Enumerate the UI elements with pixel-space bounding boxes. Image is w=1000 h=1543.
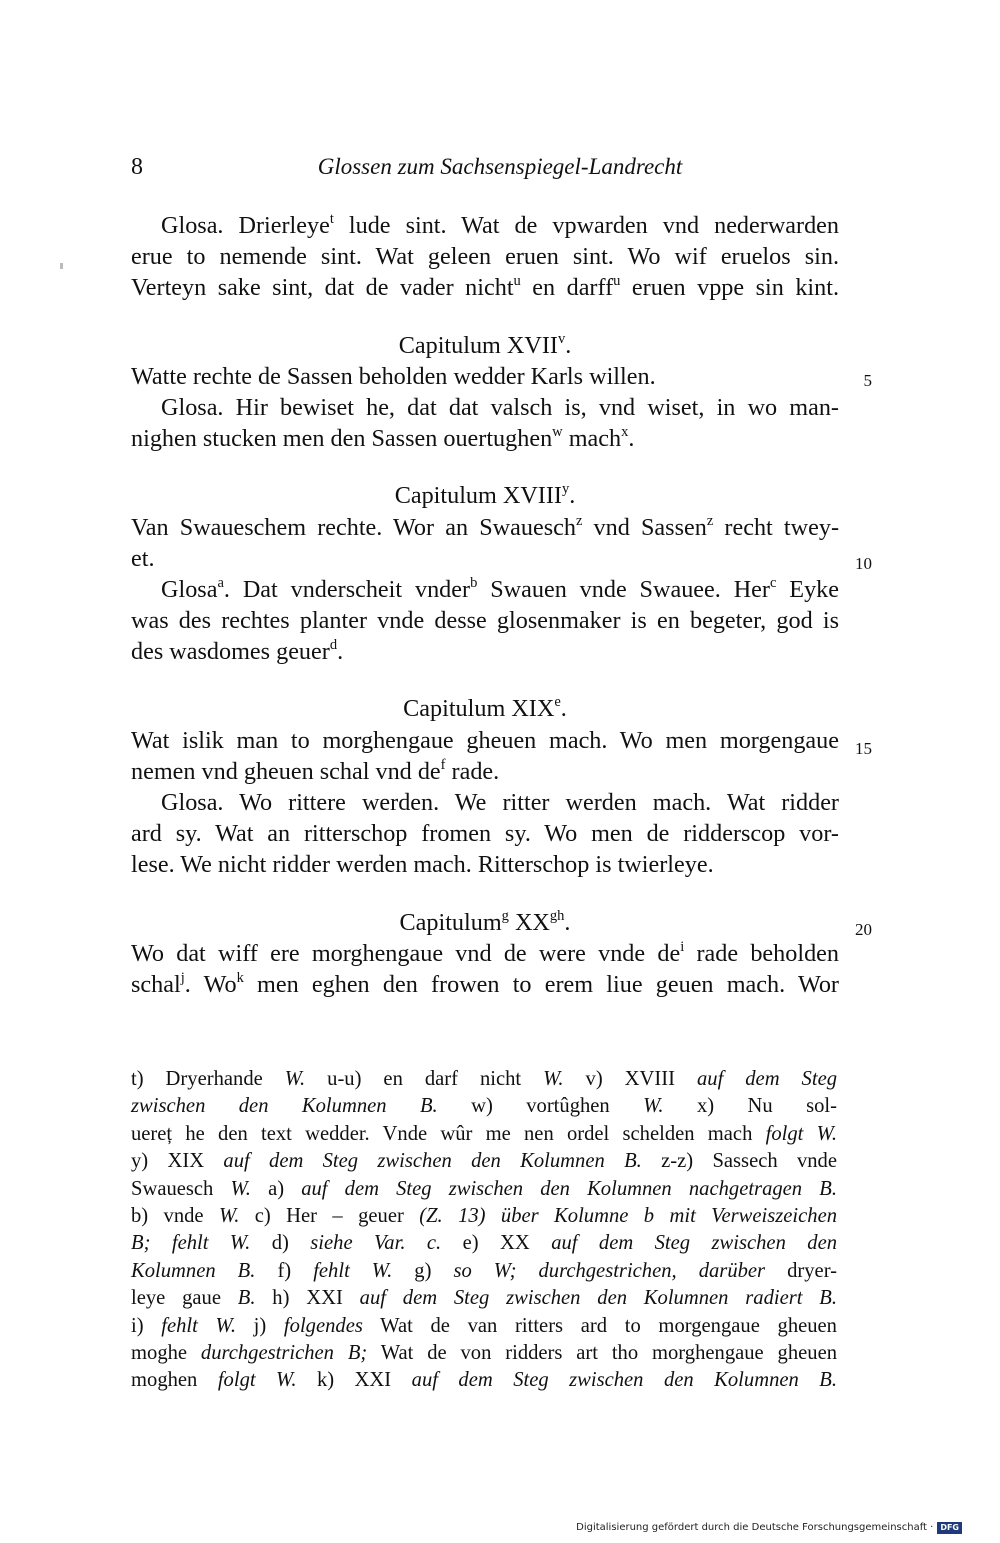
- text-span: mach: [562, 425, 622, 453]
- footnote-marker: f: [440, 756, 446, 773]
- text-span: Capitulum XIX: [403, 695, 555, 723]
- fn-span: siehe Var. c.: [310, 1232, 442, 1255]
- fn-span: x) Nu sol-: [696, 1095, 837, 1118]
- text-span: schal: [131, 970, 181, 998]
- fn-span: auf dem Steg zwischen den Kolumnen B.: [223, 1150, 642, 1173]
- page-number: 8: [131, 154, 143, 180]
- fn-span: zwischen den Kolumnen B.: [131, 1095, 438, 1118]
- fn-span: z-z) Sassech vnde: [661, 1150, 837, 1173]
- fn-span: y) XIX: [131, 1150, 224, 1173]
- footnote-marker: w: [552, 423, 563, 440]
- footnote-line: [131, 1258, 837, 1285]
- text-span: erue to nemende sint. Wat geleen eruen sint. Wo wif eruelos sin.: [131, 243, 839, 271]
- text-span: Glosa. Wo rittere werden. We ritter werden mach. Wat ridder: [161, 789, 839, 816]
- text-line: [131, 272, 839, 303]
- fn-span: uereț he den text wedder. Vnde wûr me nen ordel schelden mach: [131, 1122, 766, 1145]
- footnote-marker: z: [575, 512, 583, 529]
- text-span: rade.: [445, 757, 500, 785]
- fn-span: Wat de van ritters ard to morgengaue gheuen: [362, 1314, 837, 1337]
- fn-span: auf dem Steg zwischen den: [551, 1232, 838, 1255]
- text-span: Wo dat wiff ere morghengaue vnd de were vnde de: [131, 939, 681, 967]
- fn-span: d): [271, 1232, 311, 1255]
- text-line: [131, 969, 839, 1000]
- stray-mark: [60, 263, 63, 269]
- fn-span: c) Her – geuer: [254, 1204, 420, 1227]
- footnote-marker: y: [561, 481, 570, 498]
- fn-span: b) vnde: [131, 1204, 219, 1227]
- text-line: [131, 636, 839, 667]
- text-span: vnd Sassen: [582, 513, 707, 541]
- main-text: [131, 210, 839, 1000]
- text-span: recht twey-: [713, 513, 839, 541]
- text-span: en darff: [520, 274, 614, 302]
- text-span: Capitulum: [399, 908, 502, 936]
- fn-span: u-u) en darf nicht: [327, 1068, 544, 1090]
- fn-span: B; fehlt W.: [131, 1232, 251, 1255]
- footnote-marker: c: [769, 574, 777, 591]
- text-span: eruen vppe sin kint.: [620, 274, 839, 302]
- footnote-line: [131, 1340, 837, 1367]
- footnote-marker: a: [217, 574, 224, 591]
- fn-span: (Z. 13) über Kolumne b mit Verweiszeichen: [419, 1204, 837, 1227]
- fn-span: W.: [218, 1204, 240, 1227]
- fn-span: so W; durchgestrichen, darüber: [453, 1259, 766, 1282]
- fn-span: f): [277, 1259, 314, 1282]
- text-span: lude sint. Wat de vpwarden vnd nederwarden: [333, 212, 839, 239]
- text-span: Eyke: [776, 575, 839, 603]
- fn-span: g): [414, 1259, 454, 1282]
- text-line: [131, 605, 839, 636]
- text-span: ard sy. Wat an ritterschop fromen sy. Wo men de ridderscop vor-: [131, 820, 839, 848]
- footnote-marker: t: [329, 210, 334, 227]
- fn-span: v) XVIII: [585, 1068, 697, 1090]
- text-span: Swauen vnde Swauee. Her: [477, 575, 770, 603]
- fn-span: folgendes: [283, 1314, 363, 1337]
- text-span: nemen vnd gheuen schal vnd de: [131, 757, 441, 785]
- footnote-line: [131, 1176, 837, 1203]
- fn-span: auf dem Steg zwischen den Kolumnen nachgetragen B.: [301, 1177, 837, 1200]
- fn-span: fehlt W.: [161, 1314, 236, 1337]
- fn-span: h) XXI: [272, 1287, 360, 1310]
- fn-span: dryer-: [765, 1259, 837, 1282]
- fn-span: auf dem Steg zwischen den Kolumnen B.: [411, 1369, 838, 1392]
- fn-span: j): [253, 1314, 284, 1337]
- text-span: Capitulum XVII: [398, 331, 558, 359]
- line-number: 20: [855, 920, 872, 939]
- fn-span: auf dem Steg: [696, 1068, 838, 1090]
- text-line: [131, 849, 839, 880]
- text-span: .: [560, 695, 567, 723]
- footnote-line: [131, 1066, 837, 1093]
- text-span: Wat islik man to morghengaue gheuen mach. Wo men morgengaue: [131, 726, 839, 754]
- footnote-marker: j: [180, 969, 185, 986]
- fn-span: Wat de von ridders art tho morghengaue gheuen: [367, 1341, 838, 1364]
- text-span: Glosa. Hir bewiset he, dat dat valsch is, vnd wiset, in wo man-: [161, 393, 839, 421]
- text-span: et.: [131, 544, 155, 572]
- fn-span: moghen: [131, 1369, 218, 1392]
- footnote-marker: u: [513, 273, 521, 290]
- running-title: Glossen zum Sachsenspiegel-Landrecht: [317, 154, 683, 179]
- credit-text: Digitalisierung gefördert durch die Deutsche Forschungsgemeinschaft ·: [576, 1522, 934, 1533]
- text-line: [131, 787, 839, 818]
- footnote-line: [131, 1230, 837, 1257]
- text-span: was des rechtes planter vnde desse glosenmaker is en begeter, god is: [131, 607, 839, 635]
- footnote-line: [131, 1121, 837, 1148]
- text-span: Capitulum XVIII: [394, 482, 562, 510]
- fn-span: e) XX: [462, 1232, 552, 1255]
- fn-span: durchgestrichen B;: [200, 1341, 368, 1364]
- text-line: [131, 512, 839, 543]
- footnote-line: [131, 1093, 837, 1120]
- line-number: 5: [863, 371, 872, 390]
- text-line: [131, 818, 839, 849]
- fn-span: fehlt W.: [313, 1259, 393, 1282]
- text-span: . Wo: [184, 970, 237, 998]
- fn-span: W.: [230, 1177, 251, 1200]
- fn-span: W.: [543, 1068, 564, 1090]
- footnote-marker: z: [706, 512, 714, 529]
- fn-span: Swauesch: [131, 1177, 231, 1200]
- fn-span: leye gaue: [131, 1287, 238, 1310]
- text-span: Verteyn sake sint, dat de vader nicht: [131, 274, 514, 302]
- line-number: 10: [855, 554, 872, 573]
- text-span: des wasdomes geuer: [131, 638, 330, 666]
- fn-span: auf dem Steg zwischen den Kolumnen radiert B.: [359, 1287, 837, 1310]
- text-span: Watte rechte de Sassen beholden wedder Karls willen.: [131, 362, 656, 390]
- fn-span: moghe: [131, 1341, 201, 1364]
- chapter-heading: [131, 330, 839, 361]
- footnote-marker: gh: [549, 907, 565, 924]
- fn-span: t) Dryerhande: [131, 1068, 285, 1090]
- text-span: Van Swaueschem rechte. Wor an Swauesch: [131, 513, 576, 541]
- text-span: .: [628, 425, 635, 453]
- line-number: 15: [855, 739, 872, 758]
- text-line: [131, 392, 839, 423]
- text-span: lese. We nicht ridder werden mach. Ritterschop is twierleye.: [131, 851, 714, 879]
- dfg-logo: DFG: [937, 1522, 962, 1534]
- footnote-marker: u: [613, 273, 621, 290]
- text-span: .: [569, 482, 576, 510]
- fn-span: W.: [284, 1068, 306, 1090]
- footnote-line: [131, 1313, 837, 1340]
- text-span: .: [337, 638, 344, 666]
- footnote-marker: g: [501, 907, 509, 924]
- fn-span: folgt W.: [765, 1122, 837, 1145]
- footnote-marker: k: [236, 969, 244, 986]
- footnote-marker: i: [680, 938, 685, 955]
- text-span: rade beholden: [684, 939, 840, 967]
- fn-span: Kolumnen B.: [131, 1259, 256, 1282]
- fn-span: B.: [237, 1287, 256, 1310]
- footnote-line: [131, 1285, 837, 1312]
- text-span: Glosa. Drierleye: [161, 212, 330, 239]
- text-span: men eghen den frowen to erem liue geuen mach. Wor: [243, 970, 839, 998]
- chapter-heading: [131, 480, 839, 511]
- dfg-credit: [576, 1521, 962, 1535]
- fn-span: w) vortûghen: [471, 1095, 644, 1118]
- text-line: [131, 210, 839, 241]
- text-line: [131, 241, 839, 272]
- footnote-marker: b: [470, 574, 478, 591]
- text-span: . Dat vnderscheit vnder: [223, 575, 471, 603]
- text-span: XX: [508, 908, 550, 936]
- fn-span: a): [268, 1177, 302, 1200]
- text-span: Glosa: [161, 575, 218, 603]
- footnote-line: [131, 1203, 837, 1230]
- text-span: .: [564, 908, 571, 936]
- fn-span: folgt W.: [217, 1369, 297, 1392]
- fn-span: W.: [643, 1095, 664, 1118]
- footnote-marker: v: [557, 330, 566, 347]
- footnotes: [131, 1066, 837, 1395]
- fn-span: k) XXI: [316, 1369, 412, 1392]
- footnote-line: [131, 1148, 837, 1175]
- fn-span: i): [131, 1314, 162, 1337]
- footnote-line: [131, 1367, 837, 1394]
- text-span: .: [565, 331, 572, 359]
- footnote-marker: d: [329, 637, 338, 654]
- footnote-marker: x: [621, 423, 629, 440]
- text-line: [131, 423, 839, 454]
- text-span: nighen stucken men den Sassen ouertughen: [131, 425, 553, 453]
- footnote-marker: e: [554, 694, 561, 711]
- chapter-heading: [131, 693, 839, 724]
